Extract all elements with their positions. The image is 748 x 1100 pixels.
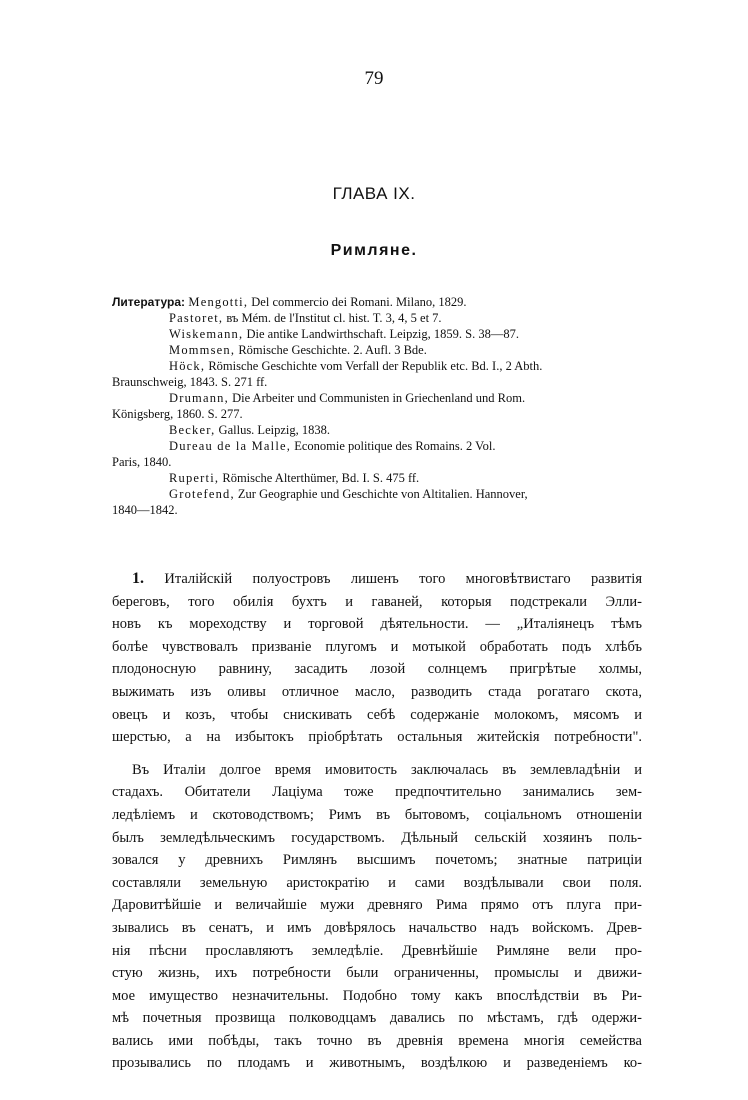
text-line xyxy=(112,1030,642,1053)
literature-text: Römische Geschichte. 2. Aufl. 3 Bde. xyxy=(235,343,427,357)
literature-label: Литература: xyxy=(112,295,189,309)
text-line-content: прозывались по плодамъ и животнымъ, воздѣлкою и разведеніемъ ко- xyxy=(112,1055,642,1072)
literature-entry xyxy=(112,454,640,470)
literature-author: Höck, xyxy=(169,359,206,373)
literature-text: Braunschweig, 1843. S. 271 ff. xyxy=(112,375,268,389)
literature-text: 1840—1842. xyxy=(112,503,178,517)
chapter-heading: ГЛАВА IX. xyxy=(332,184,416,203)
text-line xyxy=(112,681,642,704)
literature-text: Römische Alterthümer, Bd. I. S. 475 ff. xyxy=(219,471,420,485)
text-line-content: стую жизнь, ихъ потребности были ограниченны, промыслы и движи- xyxy=(112,965,642,982)
literature-author: Ruperti, xyxy=(169,471,220,485)
literature-text: Gallus. Leipzig, 1838. xyxy=(215,423,330,437)
text-line xyxy=(112,962,642,985)
text-line-content: зовался у древнихъ Римлянъ высшимъ почетомъ; знатные патриціи xyxy=(112,852,642,869)
literature-entry xyxy=(112,390,640,406)
text-line xyxy=(112,985,642,1008)
text-line xyxy=(112,872,642,895)
text-line xyxy=(112,636,642,659)
literature-text: Die Arbeiter und Communisten in Griechenland und Rom. xyxy=(228,391,526,405)
literature-author: Dureau de la Malle, xyxy=(169,439,292,453)
literature-author: Mengotti, xyxy=(188,295,249,309)
paragraph-number: 1. xyxy=(132,570,144,587)
literature-text: Del commercio dei Romani. Milano, 1829. xyxy=(248,295,467,309)
literature-entry xyxy=(112,438,640,454)
literature-text: Paris, 1840. xyxy=(112,455,172,469)
text-line xyxy=(112,568,642,591)
text-line xyxy=(112,781,642,804)
literature-author: Drumann, xyxy=(169,391,229,405)
page-number: 79 xyxy=(364,68,384,89)
text-line xyxy=(112,658,642,681)
text-line xyxy=(112,804,642,827)
literature-entry xyxy=(112,326,640,342)
text-line-content: нія пѣсни прославляютъ земледѣліе. Древнѣйшіе Римляне вели про- xyxy=(112,942,642,959)
literature-entry xyxy=(112,470,640,486)
text-line-content: шерстью, а на избытокъ пріобрѣтать остальныя житейскія потребности". xyxy=(112,729,642,746)
literature-entry xyxy=(112,342,640,358)
text-line xyxy=(112,1007,642,1030)
literature-entry xyxy=(112,422,640,438)
literature-entry xyxy=(112,374,640,390)
text-line xyxy=(112,591,642,614)
text-line-content: ледѣліемъ и скотоводствомъ; Римъ въ бытовомъ, соціальномъ отношеніи xyxy=(112,806,642,823)
literature-entry xyxy=(112,486,640,502)
literature-entry xyxy=(112,294,640,310)
text-line-content: овецъ и козъ, чтобы снискивать себѣ содержаніе молокомъ, мясомъ и xyxy=(112,706,642,723)
literature-author: Wiskemann, xyxy=(169,327,244,341)
text-line-content: выжимать изъ оливы отличное масло, разводить стада рогатаго скота, xyxy=(112,683,642,700)
text-line-content: мое имущество незначительны. Подобно тому какъ впослѣдствіи въ Ри- xyxy=(112,987,642,1004)
text-line-content: вались ими побѣды, такъ точно въ древнія времена многія семейства xyxy=(112,1032,642,1049)
text-line xyxy=(112,827,642,850)
text-line xyxy=(112,704,642,727)
text-line-content: былъ земледѣльческимъ государствомъ. Дѣльный сельскій хозяинъ поль- xyxy=(112,829,642,846)
text-line-content: Даровитѣйшіе и величайшіе мужи древняго Рима прямо отъ плуга при- xyxy=(112,897,642,914)
body-text xyxy=(112,568,642,1075)
text-line xyxy=(112,613,642,636)
literature-author: Becker, xyxy=(169,423,216,437)
text-line-content: мѣ почетныя прозвища полководцамъ давались по мѣстамъ, гдѣ одержи- xyxy=(112,1010,642,1027)
text-line-content: плодоносную равнину, засадить лозой солнцемъ пригрѣтые холмы, xyxy=(112,661,642,678)
literature-text: Economie politique des Romains. 2 Vol. xyxy=(291,439,496,453)
literature-author: Grotefend, xyxy=(169,487,235,501)
text-line-content: стадахъ. Обитатели Лаціума тоже предпочтительно занимались зем- xyxy=(112,784,642,801)
literature-author: Pastoret, xyxy=(169,311,224,325)
literature-text: Königsberg, 1860. S. 277. xyxy=(112,407,243,421)
literature-text: Römische Geschichte vom Verfall der Republik etc. Bd. I., 2 Abth. xyxy=(205,359,543,373)
literature-text: Die antike Landwirthschaft. Leipzig, 1859. S. 38—87. xyxy=(243,327,519,341)
text-line-content: береговъ, того обилія бухтъ и гаваней, которыя подстрекали Элли- xyxy=(112,593,642,610)
literature-entry xyxy=(112,358,640,374)
text-line-content: болѣе чувствовалъ призваніе плугомъ и мотыкой обработать подъ хлѣбъ xyxy=(112,638,642,655)
paragraph-gap xyxy=(112,749,642,759)
text-line xyxy=(112,1052,642,1075)
section-title: Римляне. xyxy=(330,242,418,259)
text-line xyxy=(112,759,642,782)
literature-text: Zur Geographie und Geschichte von Altitalien. Hannover, xyxy=(234,487,528,501)
text-line xyxy=(112,917,642,940)
text-line-content: Въ Италіи долгое время имовитость заключалась въ землевладѣніи и xyxy=(132,761,642,778)
text-line xyxy=(112,849,642,872)
text-line xyxy=(112,894,642,917)
text-line-content: составляли земельную аристократію и сами воздѣлывали свои поля. xyxy=(112,874,642,891)
literature-entry xyxy=(112,310,640,326)
text-line-content: Италійскій полуостровъ лишенъ того многовѣтвистаго развитія xyxy=(144,571,642,587)
literature-text: въ Mém. de l'Institut cl. hist. T. 3, 4, 5 et 7. xyxy=(223,311,442,325)
text-line xyxy=(112,940,642,963)
literature-entry xyxy=(112,406,640,422)
literature-entry xyxy=(112,502,640,518)
literature-list xyxy=(112,294,640,518)
text-line-content: новъ къ мореходству и торговой дѣятельности. — „Италіянецъ тѣмъ xyxy=(112,616,642,633)
text-line-content: зывались въ сенатъ, и имъ довѣрялось начальство надъ войскомъ. Древ- xyxy=(112,919,642,936)
literature-author: Mommsen, xyxy=(169,343,236,357)
text-line xyxy=(112,726,642,749)
